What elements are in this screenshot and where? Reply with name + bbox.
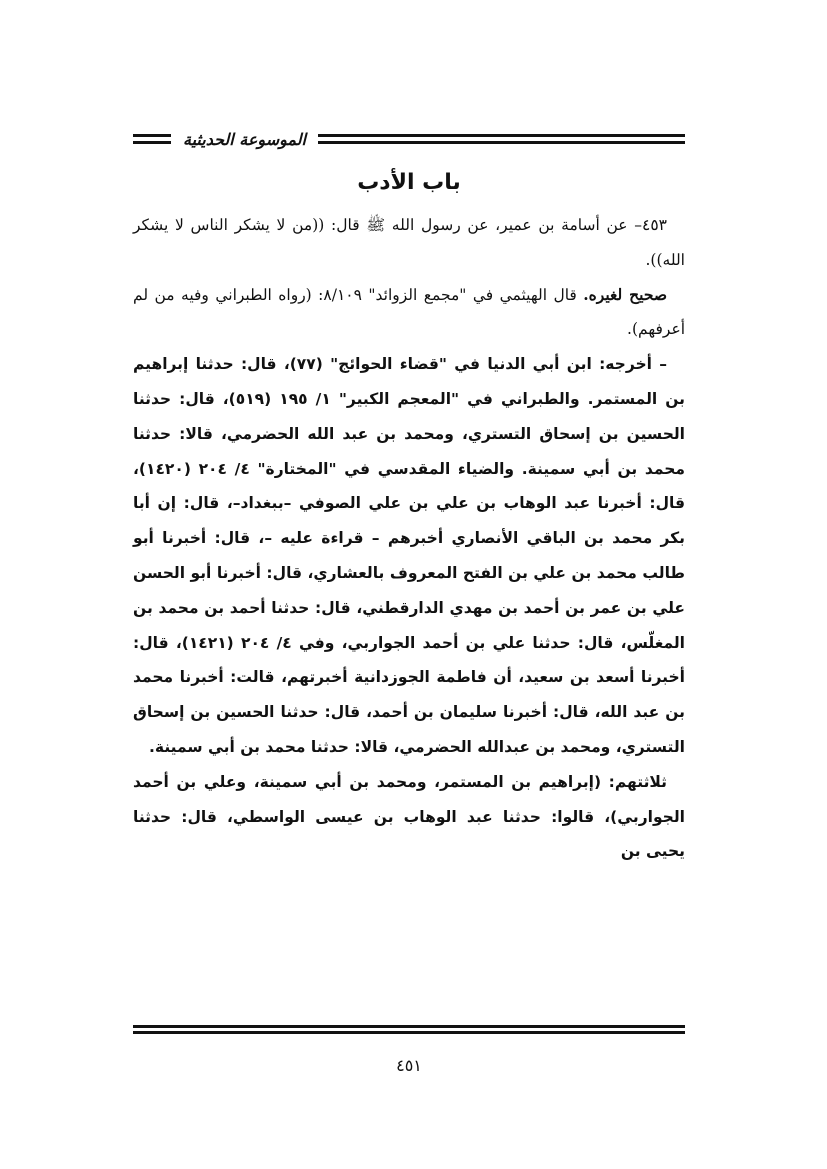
running-header-title: الموسوعة الحديثية (183, 129, 306, 149)
footer-rule (133, 1025, 685, 1037)
running-header (133, 124, 685, 154)
section-title: باب الأدب (357, 170, 461, 195)
footer-rule-line (133, 1031, 685, 1034)
thalathatuhum-paragraph: ثلاثتهم: (إبراهيم بن المستمر، ومحمد بن أبي سمينة، وعلي بن أحمد الجواربي)، قالوا: حدثنا عبد الوهاب بن عيسى الواسطي، قال: حدثنا يحيى بن (133, 772, 685, 861)
header-rule-long (318, 134, 685, 144)
header-rule-short (133, 134, 171, 144)
takhrij-paragraph: – أخرجه: ابن أبي الدنيا في "قضاء الحوائج" (٧٧)، قال: حدثنا إبراهيم بن المستمر. والطبراني في "المعجم الكبير" ١/ ١٩٥ (٥١٩)، قال: حدثنا الحسين بن إسحاق التستري، ومحمد بن عبد الله الحضرمي، قالا: حدثنا محمد بن أبي سمينة. والضياء المقدسي في "المختارة" ٤/ ٢٠٤ (١٤٢٠)، قال: أخبرنا عبد الوهاب بن علي بن علي الصوفي –ببغداد–، قال: إن أبا بكر محمد بن الباقي الأنصاري أخبرهم – قراءة عليه –، قال: أخبرنا أبو طالب محمد بن علي بن الفتح المعروف بالعشاري، قال: أخبرنا أبو الحسن علي بن عمر بن أحمد بن مهدي الدارقطني، قال: حدثنا أحمد بن محمد بن المغلّس، قال: حدثنا علي بن أحمد الجواربي، وفي ٤/ ٢٠٤ (١٤٢١)، قال: أخبرنا أسعد بن سعيد، أن فاطمة الجوزدانية أخبرتهم، قالت: أخبرنا محمد بن عبد الله، قال: أخبرنا سليمان بن أحمد، قال: حدثنا الحسين بن إسحاق التستري، ومحمد بن عبدالله الحضرمي، قالا: حدثنا محمد بن أبي سمينة. (133, 355, 686, 756)
footer-rule-line (133, 1025, 685, 1028)
header-rule-line (133, 134, 171, 137)
page-body (133, 208, 685, 869)
header-rule-line (318, 134, 685, 137)
header-rule-line (318, 141, 685, 144)
hadith-ruling (133, 278, 685, 348)
ruling-label: صحيح لغيره. (583, 284, 667, 304)
page-number: ٤٥١ (396, 1056, 422, 1075)
hadith-text: ٤٥٣– عن أسامة بن عمير، عن رسول الله ﷺ قال: ((من لا يشكر الناس لا يشكر الله)). (133, 216, 685, 269)
header-rule-line (133, 141, 171, 144)
ruling-text: قال الهيثمي في "مجمع الزوائد" ٨/١٠٩: (رواه الطبراني وفيه من لم أعرفهم). (133, 285, 685, 339)
